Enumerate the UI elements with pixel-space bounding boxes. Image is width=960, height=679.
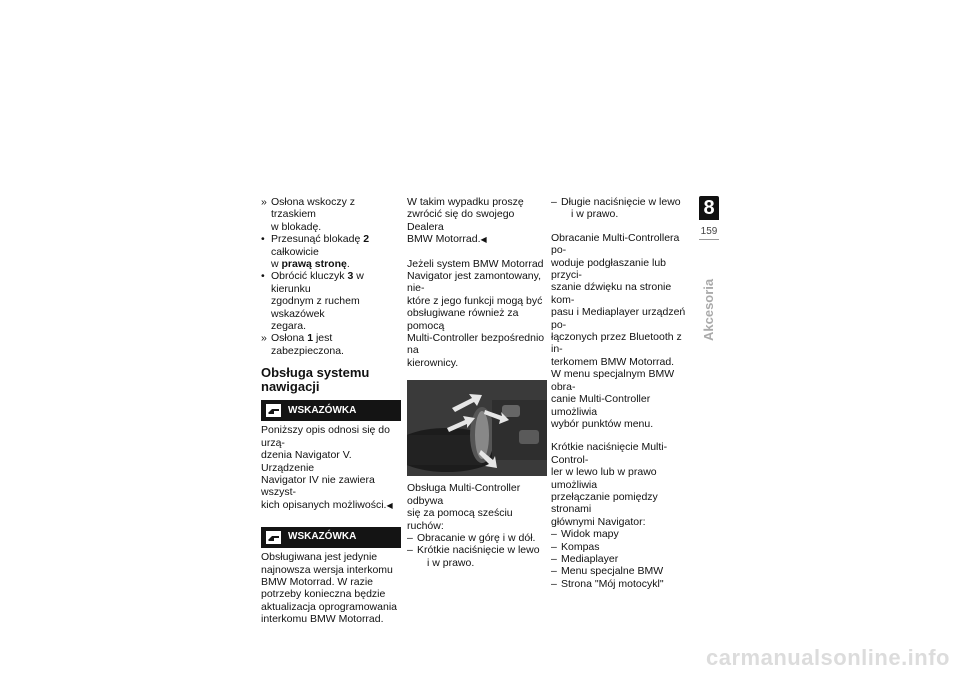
step-text: w blokadę. [271,220,322,233]
paragraph: Krótkie naciśnięcie Multi-Control- ler w lewo lub w prawo umożliwia przełączanie pomiędzy stronami głównymi Navigator: [551,441,668,528]
paragraph: Obracanie Multi-Controllera po- woduje podgłaszanie lub przyci- szanie dźwięku na stronie kom- pasu i Mediaplayer urządzeń po- łączonych przez Bluetooth z in- terkomem BMW Motorrad. W menu specjalnym BMW obra- canie Multi-Controller umożliwia wybór punktów menu. [551,231,686,430]
dash-marker: – [407,544,413,557]
step-bullet [261,233,401,270]
list-text: Obracanie w górę i w dół. [417,531,536,544]
hand-pointer-icon [266,531,281,544]
list-item [407,532,547,544]
chapter-tab [699,196,719,341]
ref-number: 2 [363,233,370,246]
dash-marker: – [551,196,557,208]
step-text: całkowicie [271,245,319,258]
column-2 [407,196,547,569]
note-label: WSKAZÓWKA [288,404,357,416]
step-result [261,196,401,233]
bold-text: prawą stronę [281,258,347,271]
note-header [261,400,401,421]
list-item [551,565,691,577]
step-text: w [271,258,282,271]
chapter-title: Akcesoria [701,278,716,341]
step-text: . [346,258,350,271]
list-item [551,528,691,540]
step-text: Osłona wskoczy z trzaskiem [271,196,356,221]
chapter-number: 8 [699,196,719,220]
dash-marker: – [551,552,557,565]
section-heading [261,366,401,394]
note-text: Obsługiwana jest jedynie najnowsza wersja interkomu BMW Motorrad. W razie potrzeby konieczna będzie aktualizacja oprogramowania interkomu BMW Motorrad. [261,551,397,626]
step-text: Przesunąć blokadę [271,233,364,246]
dash-marker: – [551,528,557,541]
list-text: Kompas [561,540,600,553]
list-text: Długie naciśnięcie w lewo [561,196,681,208]
divider [699,239,719,240]
figure-caption: Obsługa Multi-Controller odbywa się za pomocą sześciu ruchów: [407,482,521,532]
column-3 [551,196,691,590]
heading-line: nawigacji [261,379,320,395]
dash-marker: – [551,565,557,578]
page-number: 159 [700,226,718,237]
column-1 [261,196,401,626]
bullet-marker: • [261,270,265,283]
watermark: carmanualsonline.info [706,645,950,670]
note-label: WSKAZÓWKA [288,531,357,543]
list-item [551,541,691,553]
step-bullet [261,270,401,332]
multi-controller-photo [407,380,547,476]
paragraph: W takim wypadku proszę zwrócić się do swojego Dealera BMW Motorrad.◀ [407,196,524,246]
list-item [551,196,691,221]
list-text: Widok mapy [561,528,619,541]
list-text: Menu specjalne BMW [561,565,664,578]
list-text: i w prawo. [427,556,475,569]
list-item [407,544,547,569]
note-header [261,527,401,548]
step-text: zgodnym z ruchem wskazówek [271,295,360,320]
ref-number: 1 [307,332,314,345]
list-text: Mediaplayer [561,552,619,565]
note-text: Poniższy opis odnosi się do urzą- dzenia Navigator V. Urządzenie Navigator IV nie zawiera wszyst- kich opisanych możliwości.◀ [261,424,393,511]
heading-line: Obsługa systemu [261,365,370,381]
bullet-marker: • [261,233,265,246]
result-marker: » [261,332,267,345]
dash-marker: – [551,577,557,590]
step-text: Obrócić kluczyk [271,270,348,283]
step-text: w kierunku [271,270,364,295]
dash-marker: – [407,531,413,544]
result-marker: » [261,196,267,208]
end-mark-icon: ◀ [386,500,393,510]
dash-marker: – [551,540,557,553]
list-text: Krótkie naciśnięcie w lewo [417,544,540,557]
step-text: zegara. [271,320,307,333]
list-text: Strona "Mój motocykl" [561,577,664,590]
list-text: i w prawo. [571,208,619,221]
end-mark-icon: ◀ [480,235,487,245]
ref-number: 3 [347,270,354,283]
step-text: jest zabezpieczona. [271,332,344,357]
list-item [551,553,691,565]
step-text: Osłona [271,332,308,345]
paragraph: Jeżeli system BMW Motorrad Navigator jest zamontowany, nie- które z jego funkcji mogą być obsługiwane również za pomocą Multi-Controller bezpośrednio na kierownicy. [407,257,545,369]
step-result [261,332,401,357]
list-item [551,578,691,590]
hand-pointer-icon [266,404,281,417]
